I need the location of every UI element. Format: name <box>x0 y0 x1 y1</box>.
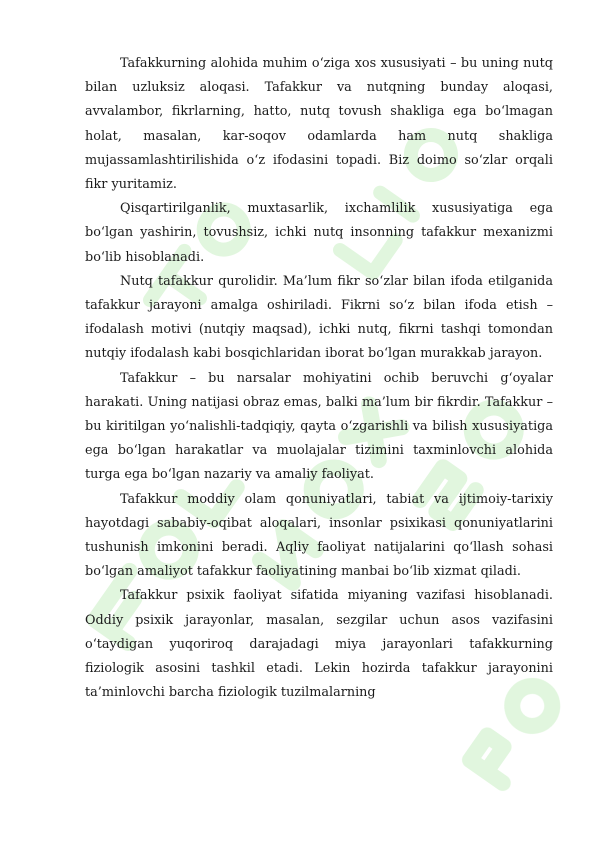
paragraph-3: Nutq tafakkur qurolidir. Ma’lum fikr so‘zlar bilan ifoda etilganida tafakkur jarayoni amalga oshiriladi. Fikrni so‘z bilan ifoda etish – ifodalash motivi (nutqiy maqsad), ichki nutq, fikrni tashqi tomondan nutqiy ifodalash kabi bosqichlaridan iborat bo‘lgan murakkab jarayon. <box>85 273 553 362</box>
document-page <box>85 52 553 705</box>
paragraph-1: Tafakkurning alohida muhim o‘ziga xos xususiyati – bu uning nutq bilan uzluksiz aloqasi. Tafakkur va nutqning bunday aloqasi, avvalambor, fikrlarning, hatto, nutq tovush shakliga ega bo‘lmagan holat, masalan, kar-soqov odamlarda ham nutq shakliga mujassamlashtirilishida o‘z ifodasini topadi. Biz doimo so‘zlar orqali fikr yuritamiz. <box>85 56 553 193</box>
paragraph-5: Tafakkur moddiy olam qonuniyatlari, tabiat va ijtimoiy-tarixiy hayotdagi sababiy-oqibat aloqalari, insonlar psixikasi qonuniyatlarini tushunish imkonini beradi. Aqliy faoliyat natijalarini qo‘llash sohasi bo‘lgan amaliyot tafakkur faoliyatining manbai bo‘lib xizmat qiladi. <box>85 491 553 580</box>
paragraph-4: Tafakkur – bu narsalar mohiyatini ochib beruvchi g‘oyalar harakati. Uning natijasi obraz emas, balki ma’lum bir fikrdir. Tafakkur – bu kiritilgan yo‘nalishli-tadqiqiy, qayta o‘zgarishli va bilish xususiyatiga ega bo‘lgan harakatlar va muolajalar tizimini taxminlovchi alohida turga ega bo‘lgan nazariy va amaliy faoliyat. <box>85 370 553 483</box>
paragraph-6: Tafakkur psixik faoliyat sifatida miyaning vazifasi hisoblanadi. Oddiy psixik jarayonlar, masalan, sezgilar uchun asos vazifasini o‘taydigan yuqoriroq darajadagi miya jarayonlari tafakkurning fiziologik asosini tashkil etadi. Lekin hozirda tafakkur jarayonini ta’minlovchi barcha fiziologik tuzilmalarning <box>85 588 553 701</box>
paragraph-2: Qisqartirilganlik, muxtasarlik, ixchamlilik xususiyatiga ega bo‘lgan yashirin, tovushsiz, ichki nutq insonning tafakkur mexanizmi bo‘lib hisoblanadi. <box>85 201 553 265</box>
